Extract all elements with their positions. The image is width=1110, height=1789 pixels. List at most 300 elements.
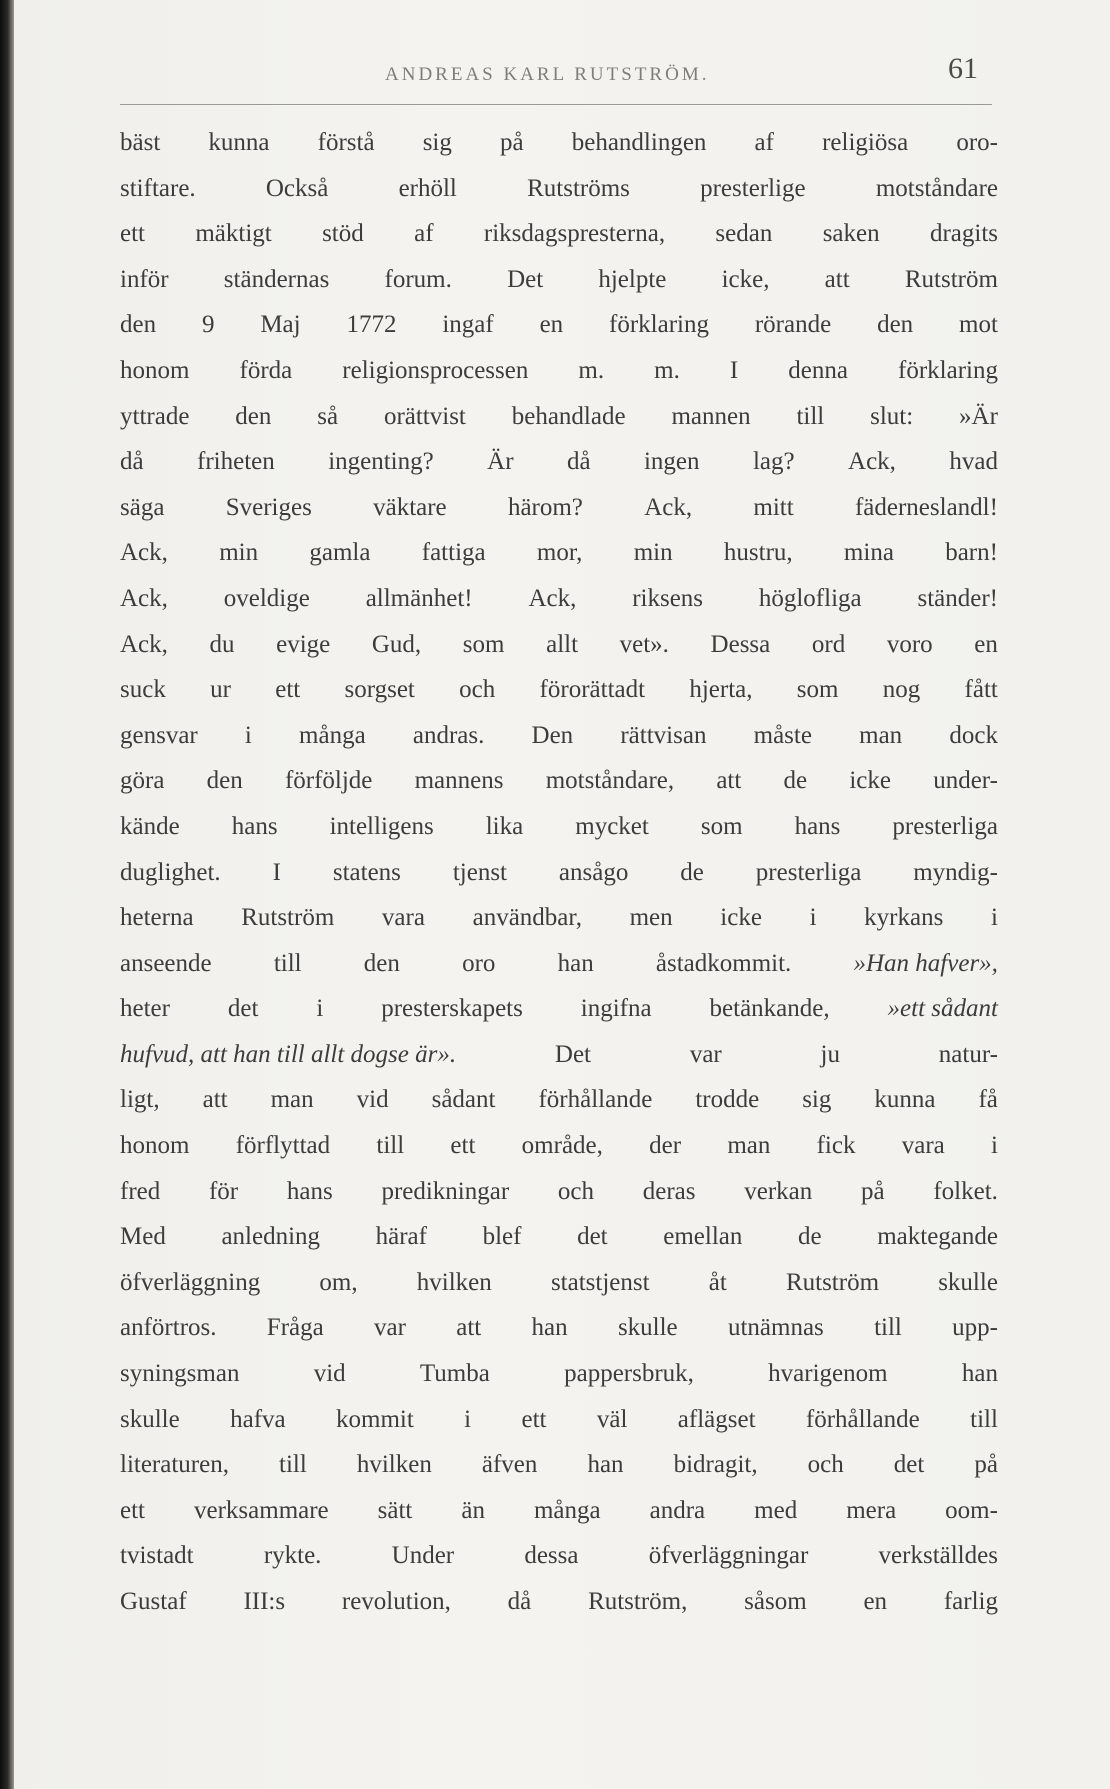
text-line	[120, 667, 998, 713]
word: mot	[959, 311, 998, 339]
word: ingenting?	[328, 448, 434, 476]
word: ligt,	[120, 1086, 160, 1114]
word: religiösa	[822, 129, 909, 156]
word: med	[754, 1496, 798, 1524]
word: inför	[120, 265, 169, 293]
word: skulle	[938, 1268, 998, 1296]
word: anledning	[221, 1223, 321, 1251]
word: ur	[210, 676, 231, 704]
word: göra	[120, 767, 165, 795]
word: allmänhet!	[365, 584, 473, 612]
word: var	[689, 1040, 722, 1068]
word: upp-	[952, 1314, 998, 1342]
word: icke	[849, 767, 891, 795]
word: i	[316, 995, 324, 1023]
word: hafva	[230, 1405, 286, 1433]
word: man	[859, 721, 903, 749]
word: kände	[120, 812, 180, 840]
word: de	[797, 1223, 822, 1251]
text-line	[120, 1533, 998, 1579]
word: vet».	[619, 630, 669, 658]
word: icke	[720, 904, 762, 932]
word: de	[783, 767, 808, 795]
word: sätt	[377, 1496, 413, 1524]
word: mannens	[414, 767, 504, 795]
word: riksens	[632, 584, 704, 612]
word: mina	[843, 539, 894, 567]
word: ingen	[643, 448, 700, 476]
text-line	[120, 1260, 998, 1306]
word: öfverläggning	[120, 1268, 261, 1296]
word: vid	[313, 1360, 346, 1388]
word: »ett sådant	[887, 995, 998, 1023]
word: heterna	[120, 904, 194, 932]
word: och	[459, 676, 496, 704]
word: predikningar	[381, 1177, 510, 1205]
word: för	[208, 1177, 239, 1205]
word: i	[244, 721, 252, 749]
word: »Han hafver»,	[853, 949, 998, 977]
word: trodde	[695, 1086, 760, 1114]
word: förflyttad	[235, 1132, 331, 1160]
word: i	[991, 1132, 998, 1160]
text-line	[120, 530, 998, 576]
word: lika	[485, 812, 524, 840]
word: rörande	[754, 311, 832, 339]
word: oro-	[956, 129, 998, 156]
word: statens	[332, 858, 401, 886]
text-line	[120, 302, 998, 348]
word: som	[796, 676, 839, 704]
text-line	[120, 485, 998, 531]
word: den	[877, 311, 914, 339]
word: Sveriges	[225, 493, 312, 521]
word: behandlade	[511, 402, 626, 430]
text-line	[120, 1488, 998, 1534]
word: ett	[120, 1496, 145, 1524]
word: I	[729, 356, 739, 384]
word: på	[500, 129, 524, 156]
word: rykte.	[263, 1542, 322, 1570]
word: att	[202, 1086, 228, 1114]
word: kunna	[874, 1086, 936, 1114]
word: tjenst	[452, 858, 507, 886]
word: på	[861, 1177, 885, 1205]
word: Gustaf	[120, 1588, 187, 1615]
word: m.	[578, 356, 605, 384]
word: Rutströms	[527, 174, 630, 202]
word: evige	[276, 630, 331, 658]
word: den	[363, 949, 400, 977]
word: Rutström	[241, 904, 335, 932]
word: oom-	[945, 1496, 998, 1524]
word: pappersbruk,	[564, 1360, 694, 1388]
word: han	[557, 949, 594, 977]
word: forum.	[384, 265, 452, 293]
word: fått	[964, 676, 998, 704]
word: deras	[642, 1177, 696, 1205]
text-line	[120, 1305, 998, 1351]
page-binding-edge	[0, 0, 14, 1789]
word: till	[970, 1405, 998, 1433]
word: ett	[450, 1132, 476, 1160]
word: sådant	[431, 1086, 496, 1114]
word: min	[633, 539, 673, 567]
word: bäst	[120, 129, 161, 156]
word: hvilken	[356, 1451, 432, 1479]
word: i	[464, 1405, 472, 1433]
word: och	[807, 1451, 844, 1479]
word: dock	[949, 721, 998, 749]
word: ett	[120, 220, 145, 248]
word: I	[272, 858, 281, 886]
word: det	[227, 995, 259, 1023]
text-line	[120, 1442, 998, 1488]
word: Ack,	[644, 493, 693, 521]
word: ju	[820, 1040, 840, 1068]
text-line	[120, 394, 998, 440]
word: de	[680, 858, 704, 886]
word: förhållande	[805, 1405, 920, 1433]
word: ständernas	[223, 265, 330, 293]
word: motståndare	[875, 174, 998, 202]
word: till	[273, 949, 302, 977]
word: hustru,	[723, 539, 793, 567]
word: ingaf	[442, 311, 494, 339]
word: fäderneslandl!	[854, 493, 998, 521]
word: Ack,	[120, 539, 168, 567]
word: andra	[649, 1496, 706, 1524]
word: min	[219, 539, 259, 567]
word: hans	[286, 1177, 333, 1205]
word: slut:	[870, 402, 914, 430]
word: maktegande	[877, 1223, 998, 1251]
word: i	[809, 904, 817, 932]
word: hvilken	[416, 1268, 492, 1296]
text-line	[120, 850, 998, 896]
page-header	[120, 52, 1000, 96]
text-line	[120, 986, 998, 1032]
text-line	[120, 576, 998, 622]
word: emellan	[663, 1223, 743, 1251]
word: fred	[120, 1177, 161, 1205]
word: 1772	[346, 311, 397, 339]
word: aflägset	[677, 1405, 756, 1433]
word: Ack,	[848, 448, 896, 476]
word: en	[974, 630, 998, 658]
word: ständer!	[917, 584, 998, 612]
word: förföljde	[284, 767, 373, 795]
text-line	[120, 1123, 998, 1169]
word: der	[649, 1132, 682, 1160]
word: denna	[788, 356, 848, 384]
word: mannen	[671, 402, 751, 430]
word: då	[566, 448, 591, 476]
word: såsom	[744, 1588, 807, 1615]
word: gamla	[309, 539, 371, 567]
word: 9	[201, 311, 215, 339]
word: behandlingen	[571, 129, 707, 156]
text-line	[120, 1214, 998, 1260]
word: i	[990, 904, 998, 932]
word: rättvisan	[620, 721, 707, 749]
word: Rutström	[785, 1268, 880, 1296]
word: sedan	[715, 220, 773, 248]
text-line	[120, 941, 998, 987]
word: Fråga	[266, 1314, 324, 1342]
word: literaturen,	[120, 1451, 229, 1479]
word: område,	[521, 1132, 603, 1160]
word: mitt	[753, 493, 794, 521]
word: som	[462, 630, 505, 658]
word: saken	[822, 220, 880, 248]
word: anseende	[120, 949, 212, 977]
word: Med	[120, 1223, 166, 1251]
word: så	[317, 402, 339, 430]
word: det	[577, 1223, 608, 1251]
text-line	[120, 804, 998, 850]
word: kunna	[208, 129, 270, 156]
text-line	[120, 348, 998, 394]
word: att	[824, 265, 850, 293]
word: att	[716, 767, 742, 795]
word: erhöll	[398, 174, 457, 202]
word: religionsprocessen	[342, 356, 529, 384]
word: förstå	[317, 129, 375, 156]
word: då	[120, 448, 144, 476]
word: öfverläggningar	[648, 1542, 809, 1570]
body-text	[120, 120, 998, 1625]
word: kyrkans	[864, 904, 944, 932]
word: voro	[886, 630, 933, 658]
word: åt	[708, 1268, 727, 1296]
word: stöd	[322, 220, 364, 248]
word: det	[893, 1451, 925, 1479]
word: sig	[802, 1086, 832, 1114]
word: under-	[933, 767, 998, 795]
word: som	[700, 812, 743, 840]
word: väktare	[373, 493, 447, 521]
word: kommit	[336, 1405, 414, 1433]
text-line	[120, 1397, 998, 1443]
word: att	[456, 1314, 482, 1342]
word: blef	[482, 1223, 522, 1251]
word: honom	[120, 1132, 190, 1160]
word: Ack,	[120, 584, 168, 612]
word: III:s	[243, 1588, 286, 1615]
word: Det	[507, 265, 544, 293]
word: på	[974, 1451, 998, 1479]
text-line	[120, 1351, 998, 1397]
word: den	[120, 311, 157, 339]
word: åstadkommit.	[655, 949, 792, 977]
word: statstjenst	[550, 1268, 650, 1296]
word: Ack,	[120, 630, 168, 658]
word: vara	[381, 904, 425, 932]
word: hufvud, att han till allt dogse är».	[120, 1040, 457, 1068]
word: nog	[882, 676, 921, 704]
word: äfven	[481, 1451, 538, 1479]
word: riksdagspresterna,	[483, 220, 666, 248]
word: verkställdes	[878, 1542, 998, 1570]
text-line	[120, 211, 998, 257]
word: lag?	[752, 448, 795, 476]
word: dragits	[929, 220, 998, 248]
word: revolution,	[341, 1588, 451, 1615]
word: Maj	[260, 311, 301, 339]
word: suck	[120, 676, 166, 704]
word: förda	[239, 356, 293, 384]
word: man	[270, 1086, 314, 1114]
word: än	[461, 1496, 485, 1524]
word: bidragit,	[673, 1451, 758, 1479]
word: presterskapets	[381, 995, 523, 1023]
word: tvistadt	[120, 1542, 194, 1570]
word: en	[539, 311, 564, 339]
word: hjelpte	[598, 265, 667, 293]
word: mäktigt	[195, 220, 272, 248]
word: heter	[120, 995, 170, 1023]
word: presterliga	[892, 812, 998, 840]
word: förorättadt	[539, 676, 646, 704]
text-line	[120, 1077, 998, 1123]
word: duglighet.	[120, 858, 221, 886]
word: farlig	[943, 1588, 998, 1615]
word: till	[796, 402, 825, 430]
text-line	[120, 622, 998, 668]
word: gensvar	[120, 721, 198, 749]
word: anförtros.	[120, 1314, 217, 1342]
word: dessa	[524, 1542, 579, 1570]
word: hans	[231, 812, 278, 840]
word: motståndare,	[545, 767, 675, 795]
word: och	[557, 1177, 595, 1205]
word: till	[874, 1314, 902, 1342]
text-line	[120, 120, 998, 166]
word: vid	[356, 1086, 389, 1114]
text-line	[120, 758, 998, 804]
text-line	[120, 895, 998, 941]
text-line	[120, 166, 998, 212]
word: vara	[901, 1132, 945, 1160]
word: icke,	[721, 265, 770, 293]
word: Tumba	[419, 1360, 490, 1388]
word: den	[206, 767, 243, 795]
word: myndig-	[913, 858, 998, 886]
word: han	[961, 1360, 998, 1388]
word: men	[629, 904, 673, 932]
word: var	[374, 1314, 406, 1342]
word: af	[754, 129, 774, 156]
word: förklaring	[898, 356, 998, 384]
word: allt	[546, 630, 579, 658]
text-line	[120, 713, 998, 759]
text-line	[120, 257, 998, 303]
word: friheten	[197, 448, 275, 476]
word: presterliga	[755, 858, 862, 886]
word: stiftare.	[120, 174, 196, 202]
text-line	[120, 1169, 998, 1215]
text-line	[120, 1032, 998, 1078]
word: skulle	[617, 1314, 678, 1342]
word: Gud,	[371, 630, 422, 658]
word: förklaring	[609, 311, 709, 339]
word: förhållande	[538, 1086, 653, 1114]
word: Är	[487, 448, 514, 476]
word: mera	[846, 1496, 897, 1524]
word: den	[235, 402, 272, 430]
word: barn!	[945, 539, 998, 567]
word: ett	[275, 676, 301, 704]
word: Rutström	[904, 265, 998, 293]
text-line	[120, 439, 998, 485]
word: yttrade	[120, 402, 190, 430]
word: han	[531, 1314, 568, 1342]
word: betänkande,	[709, 995, 830, 1023]
word: häraf	[375, 1223, 427, 1251]
word: »Är	[959, 402, 998, 430]
word: många	[299, 721, 366, 749]
word: presterlige	[700, 174, 806, 202]
word: oveldige	[223, 584, 310, 612]
word: ord	[811, 630, 846, 658]
word: skulle	[120, 1405, 180, 1433]
word: väl	[596, 1405, 628, 1433]
header-rule	[120, 104, 992, 105]
word: Under	[391, 1542, 455, 1570]
text-line	[120, 1579, 998, 1625]
word: en	[863, 1588, 888, 1615]
word: orättvist	[383, 402, 466, 430]
word: Den	[531, 721, 574, 749]
word: verkan	[744, 1177, 813, 1205]
word: hvarigenom	[768, 1360, 888, 1388]
word: till	[279, 1451, 307, 1479]
word: sorgset	[344, 676, 415, 704]
word: utnämnas	[727, 1314, 824, 1342]
word: verksammare	[194, 1496, 329, 1524]
word: Dessa	[710, 630, 771, 658]
word: Det	[554, 1040, 592, 1068]
word: Rutström,	[588, 1588, 688, 1615]
word: härom?	[507, 493, 583, 521]
word: till	[376, 1132, 405, 1160]
word: få	[978, 1086, 998, 1114]
word: många	[533, 1496, 601, 1524]
word: fattiga	[421, 539, 486, 567]
word: man	[727, 1132, 771, 1160]
word: hvad	[949, 448, 998, 476]
word: hjerta,	[689, 676, 753, 704]
word: mor,	[536, 539, 583, 567]
word: fick	[816, 1132, 856, 1160]
word: då	[507, 1588, 532, 1615]
word: höglofliga	[758, 584, 862, 612]
word: om,	[319, 1268, 358, 1296]
word: honom	[120, 356, 190, 384]
word: intelligens	[329, 812, 434, 840]
word: ett	[521, 1405, 547, 1433]
word: af	[414, 220, 434, 248]
word: Också	[265, 174, 329, 202]
word: måste	[753, 721, 812, 749]
word: du	[209, 630, 235, 658]
running-head: ANDREAS KARL RUTSTRÖM.	[385, 64, 710, 85]
word: sig	[422, 129, 452, 156]
word: syningsman	[120, 1360, 240, 1388]
word: användbar,	[472, 904, 582, 932]
word: natur-	[938, 1040, 998, 1068]
